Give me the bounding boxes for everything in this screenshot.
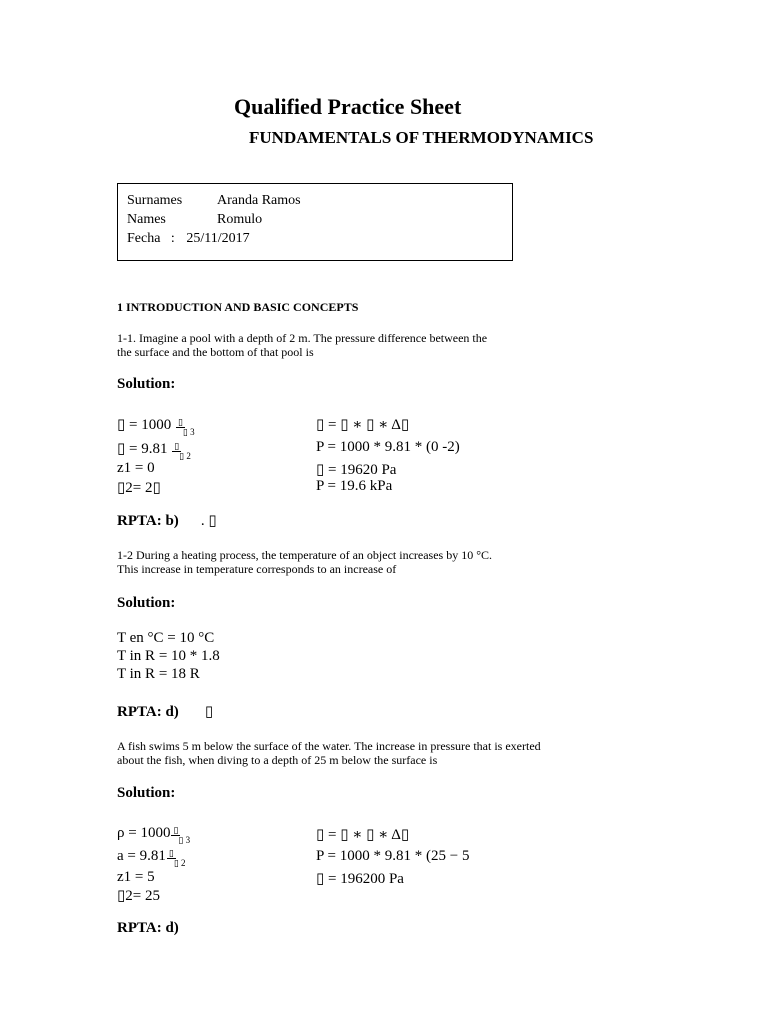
q3-density-text: ρ = 1000: [117, 825, 171, 841]
q2-text-line2: This increase in temperature corresponds to an increase of: [117, 562, 397, 576]
q3-frac2-num: ▯: [168, 848, 174, 858]
names-label: Names: [127, 212, 166, 227]
q1-eq-left-3: z1 = 0: [117, 460, 155, 476]
q2-eq-2: T in R = 10 * 1.8: [117, 648, 220, 664]
q1-rpta-label: RPTA: b): [117, 513, 179, 529]
q1-eq-right-4: P = 19.6 kPa: [316, 478, 393, 494]
q1-gravity-text: ▯ = 9.81: [117, 441, 168, 457]
q1-eq-right-1: ▯ = ▯ ∗ ▯ ∗ Δ▯: [316, 417, 410, 433]
q1-eq-left-4: ▯2= 2▯: [117, 480, 161, 496]
q3-eq-left-3: z1 = 5: [117, 869, 155, 885]
q2-text-line1: 1-2 During a heating process, the temperature of an object increases by 10 °C.: [117, 548, 493, 562]
q2-answer: [117, 702, 213, 721]
surnames-row: [127, 193, 301, 209]
student-info-box: [117, 183, 513, 261]
date-label: Fecha :: [127, 231, 175, 246]
q3-answer: [117, 920, 179, 937]
q3-eq-right-3: ▯ = 196200 Pa: [316, 871, 404, 887]
q3-gravity-text: a = 9.81: [117, 848, 166, 864]
names-value: Romulo: [217, 212, 263, 227]
q3-rpta-label: RPTA: d): [117, 920, 179, 936]
q1-text-line2: the surface and the bottom of that pool is: [117, 345, 314, 359]
section-heading: 1 INTRODUCTION AND BASIC CONCEPTS: [117, 300, 359, 314]
q3-frac1-den: ▯ 3: [178, 835, 191, 845]
q1-density-text: ▯ = 1000: [117, 417, 172, 433]
q3-text-line1: A fish swims 5 m below the surface of the water. The increase in pressure that is exerted: [117, 739, 541, 753]
q1-answer: [117, 511, 217, 530]
surnames-label: Surnames: [127, 193, 183, 208]
date-value: 25/11/2017: [186, 231, 250, 246]
q2-rpta-label: RPTA: d): [117, 704, 179, 720]
q2-solution-heading: Solution:: [117, 595, 176, 611]
page-title: Qualified Practice Sheet: [234, 94, 462, 119]
q1-eq-left-2: [117, 439, 191, 462]
q1-text-line1: 1-1. Imagine a pool with a depth of 2 m. The pressure difference between the: [117, 331, 488, 345]
q3-text-line2: about the fish, when diving to a depth of 25 m below the surface is: [117, 753, 438, 767]
q1-solution-heading: Solution:: [117, 376, 176, 392]
q2-rpta-value: ▯: [204, 704, 214, 720]
surnames-value: Aranda Ramos: [217, 193, 301, 208]
q3-frac1-num: ▯: [173, 825, 179, 835]
q3-eq-left-1: [117, 825, 190, 846]
q1-frac2-num: ▯: [174, 441, 180, 451]
q1-frac2-den: ▯ 2: [179, 451, 191, 461]
q2-eq-1: T en °C = 10 °C: [117, 630, 215, 646]
q1-frac1-den: ▯ 3: [182, 427, 195, 437]
q1-eq-right-2: P = 1000 * 9.81 * (0 -2): [316, 439, 460, 455]
q3-frac2-den: ▯ 2: [173, 858, 186, 868]
page-subtitle: FUNDAMENTALS OF THERMODYNAMICS: [249, 128, 594, 147]
q1-eq-right-3: ▯ = 19620 Pa: [316, 462, 397, 478]
q1-eq-left-1: [117, 415, 195, 438]
date-row: [127, 231, 250, 247]
q3-eq-right-1: ▯ = ▯ ∗ ▯ ∗ Δ▯: [316, 827, 410, 843]
q3-eq-left-4: ▯2= 25: [117, 888, 160, 904]
q3-eq-right-2: P = 1000 * 9.81 * (25 − 5: [316, 848, 470, 864]
q3-eq-left-2: [117, 848, 186, 869]
q2-eq-3: T in R = 18 R: [117, 666, 200, 682]
q3-solution-heading: Solution:: [117, 785, 176, 801]
q1-rpta-value: . ▯: [200, 513, 217, 529]
names-row: [127, 212, 262, 228]
q1-frac1-num: ▯: [177, 417, 183, 427]
